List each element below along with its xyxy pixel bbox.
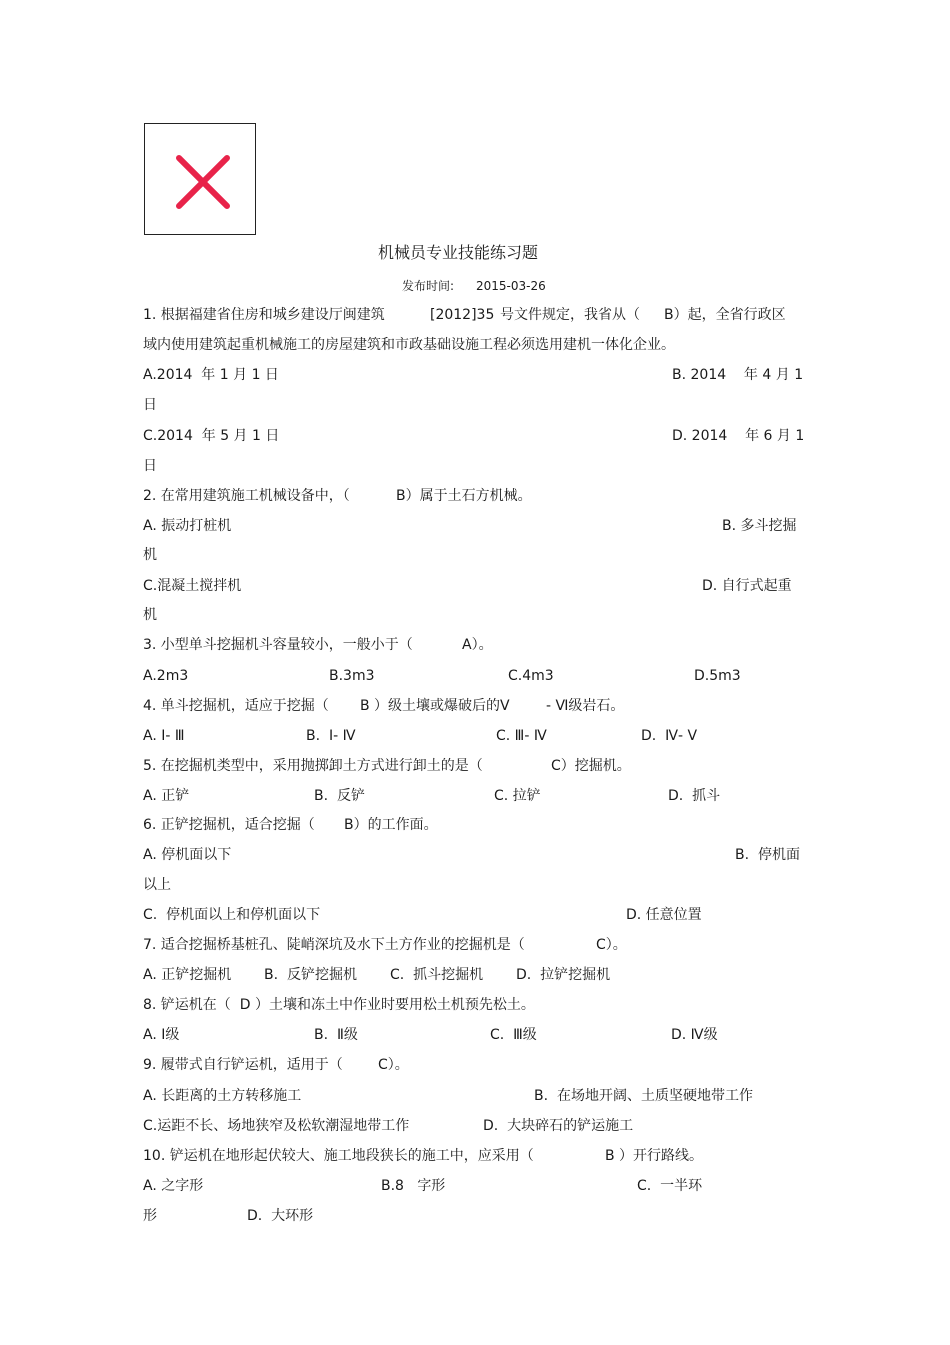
question-8-option-c: C. Ⅲ级 — [490, 1027, 537, 1043]
question-4-option-b: B. Ⅰ- Ⅳ — [306, 728, 356, 744]
publish-label: 发布时间: — [402, 279, 455, 293]
question-6-stem: 6. 正铲挖掘机，适合挖掘（ — [143, 817, 315, 833]
question-4-option-c: C. Ⅲ- Ⅳ — [496, 728, 547, 744]
question-9-option-c: C.运距不长、场地狭窄及松软潮湿地带工作 — [143, 1118, 410, 1134]
question-4-option-a: A. Ⅰ- Ⅲ — [143, 728, 185, 744]
question-10-option-d: D. 大环形 — [247, 1208, 314, 1224]
question-10-option-c: C. 一半环 — [637, 1178, 703, 1194]
question-8-stem: 8. 铲运机在（ D ）土壤和冻土中作业时要用松土机预先松土。 — [143, 997, 535, 1013]
question-10-option-c-wrap: 形 — [143, 1208, 157, 1224]
question-9-option-a: A. 长距离的土方转移施工 — [143, 1088, 302, 1104]
question-3-stem: 3. 小型单斗挖掘机斗容量较小，一般小于（ — [143, 637, 413, 653]
question-1-option-d: D. 2014 年 6 月 1 — [672, 428, 805, 444]
question-6-option-b-wrap: 以上 — [143, 877, 171, 893]
question-5-answer: C）挖掘机。 — [551, 758, 631, 774]
question-1-option-a: A.2014 年 1 月 1 日 — [143, 367, 279, 383]
question-6-answer: B）的工作面。 — [344, 817, 438, 833]
question-1-option-b-wrap: 日 — [143, 397, 157, 413]
question-1-stem-tail: 号文件规定，我省从（ — [500, 307, 640, 323]
page-title: 机械员专业技能练习题 — [378, 243, 539, 262]
question-6-option-b: B. 停机面 — [735, 847, 800, 863]
question-7-stem: 7. 适合挖掘桥基桩孔、陡峭深坑及水下土方作业的挖掘机是（ — [143, 937, 525, 953]
question-10-option-a: A. 之字形 — [143, 1178, 204, 1194]
question-5-stem: 5. 在挖掘机类型中，采用抛掷卸土方式进行卸土的是（ — [143, 758, 483, 774]
question-1-answer: B）起，全省行政区 — [664, 307, 786, 323]
question-2-option-b-wrap: 机 — [143, 547, 157, 563]
broken-image-icon — [145, 124, 257, 236]
question-2-option-b: B. 多斗挖掘 — [722, 518, 797, 534]
question-3-option-d: D.5m3 — [694, 668, 741, 684]
question-1-option-c: C.2014 年 5 月 1 日 — [143, 428, 280, 444]
question-1-stem-line2: 域内使用建筑起重机械施工的房屋建筑和市政基础设施工程必须选用建机一体化企业。 — [143, 337, 675, 353]
question-4-stem-tail: - Ⅵ级岩石。 — [546, 698, 625, 714]
question-3-option-c: C.4m3 — [508, 668, 554, 684]
broken-image-placeholder — [144, 123, 256, 235]
question-9-option-d: D. 大块碎石的铲运施工 — [483, 1118, 634, 1134]
question-8-option-d: D. Ⅳ级 — [671, 1027, 718, 1043]
question-6-option-c: C. 停机面以上和停机面以下 — [143, 907, 321, 923]
question-1-stem: 1. 根据福建省住房和城乡建设厅闽建筑 — [143, 307, 385, 323]
publish-date: 2015-03-26 — [476, 279, 546, 293]
question-1-option-b: B. 2014 年 4 月 1 — [672, 367, 804, 383]
question-9-stem: 9. 履带式自行铲运机，适用于（ — [143, 1057, 343, 1073]
question-3-option-b: B.3m3 — [329, 668, 375, 684]
question-2-option-d: D. 自行式起重 — [702, 578, 792, 594]
question-9-answer: C）。 — [378, 1057, 409, 1073]
question-3-answer: A）。 — [462, 637, 493, 653]
question-1-ref: [2012]35 — [430, 307, 495, 323]
question-5-option-c: C. 拉铲 — [494, 788, 541, 804]
question-10-stem: 10. 铲运机在地形起伏较大、施工地段狭长的施工中，应采用（ — [143, 1148, 534, 1164]
question-7-answer: C）。 — [596, 937, 627, 953]
question-6-option-a: A. 停机面以下 — [143, 847, 232, 863]
question-3-option-a: A.2m3 — [143, 668, 189, 684]
question-4-option-d: D. Ⅳ- Ⅴ — [641, 728, 698, 744]
question-2-stem: 2. 在常用建筑施工机械设备中，（ — [143, 488, 350, 504]
question-2-answer: B）属于土石方机械。 — [396, 488, 532, 504]
question-5-option-a: A. 正铲 — [143, 788, 190, 804]
question-10-answer: B ）开行路线。 — [605, 1148, 704, 1164]
question-2-option-d-wrap: 机 — [143, 607, 157, 623]
question-10-option-b: B.8 字形 — [381, 1178, 446, 1194]
question-8-option-a: A. Ⅰ级 — [143, 1027, 180, 1043]
question-1-option-d-wrap: 日 — [143, 458, 157, 474]
question-8-option-b: B. Ⅱ级 — [314, 1027, 358, 1043]
question-7-option-a: A. 正铲挖掘机 — [143, 967, 232, 983]
question-4-stem: 4. 单斗挖掘机，适应于挖掘（ — [143, 698, 329, 714]
question-2-option-a: A. 振动打桩机 — [143, 518, 232, 534]
question-5-option-b: B. 反铲 — [314, 788, 365, 804]
question-5-option-d: D. 抓斗 — [668, 788, 721, 804]
question-2-option-c: C.混凝土搅拌机 — [143, 578, 242, 594]
question-7-option-d: D. 拉铲挖掘机 — [516, 967, 611, 983]
question-9-option-b: B. 在场地开阔、土质坚硬地带工作 — [534, 1088, 753, 1104]
question-7-option-c: C. 抓斗挖掘机 — [390, 967, 484, 983]
question-6-option-d: D. 任意位置 — [626, 907, 702, 923]
question-7-option-b: B. 反铲挖掘机 — [264, 967, 357, 983]
question-4-answer: B ）级土壤或爆破后的Ⅴ — [360, 698, 510, 714]
